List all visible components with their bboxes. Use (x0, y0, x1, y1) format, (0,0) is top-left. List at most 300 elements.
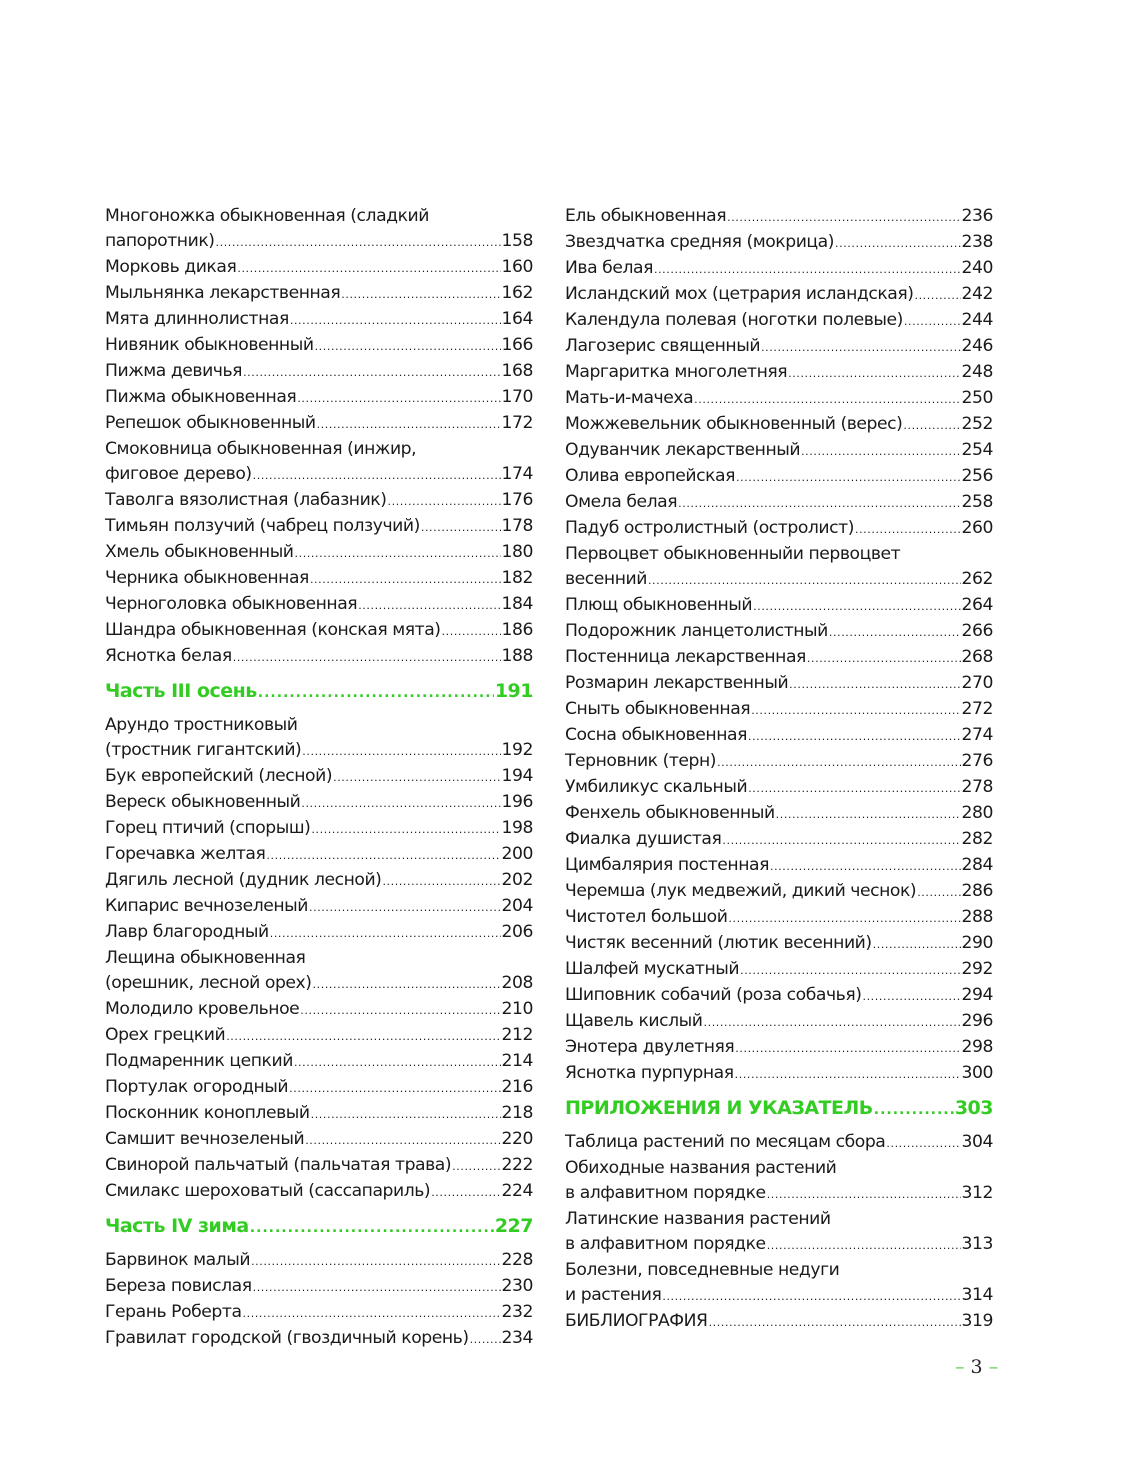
toc-entry-title: Маргаритка многолетняя (565, 362, 788, 382)
toc-entry (105, 592, 533, 618)
toc-entry-title: Гравилат городской (гвоздичный корень) (105, 1328, 469, 1348)
toc-entry (565, 1207, 993, 1258)
dot-leader (297, 386, 500, 411)
toc-page-number: 282 (961, 829, 993, 849)
dot-leader (251, 1249, 500, 1274)
toc-entry (105, 868, 533, 894)
toc-entry (565, 671, 993, 697)
toc-page-number: 264 (961, 595, 993, 615)
toc-entry-title: Хмель обыкновенный (105, 542, 294, 562)
dot-leader (740, 958, 960, 983)
toc-entry-title: Лавр благородный (105, 922, 269, 942)
dot-leader (300, 998, 500, 1023)
toc-page-number: 210 (501, 999, 533, 1019)
dot-leader (294, 1050, 501, 1075)
dot-leader (735, 1062, 961, 1087)
dot-leader (748, 724, 961, 749)
dot-leader (862, 984, 960, 1009)
toc-page-number: 222 (501, 1155, 533, 1175)
toc-page-number: 200 (501, 844, 533, 864)
toc-entry-line (565, 256, 993, 282)
toc-entry-line (105, 229, 533, 255)
toc-entry (565, 1130, 993, 1156)
toc-entry (565, 593, 993, 619)
toc-page-number: 176 (501, 490, 533, 510)
dot-leader (717, 750, 960, 775)
toc-entry-line (105, 1075, 533, 1101)
toc-page-number: 256 (961, 466, 993, 486)
toc-page-number: 234 (501, 1328, 533, 1348)
dot-leader (748, 776, 960, 801)
toc-entry (565, 1061, 993, 1087)
toc-entry-line (565, 567, 993, 593)
toc-entry-title: Таволга вязолистная (лабазник) (105, 490, 387, 510)
dot-leader (333, 765, 500, 790)
dot-leader (301, 791, 500, 816)
toc-entry (105, 307, 533, 333)
dot-leader (341, 282, 500, 307)
toc-entry (105, 790, 533, 816)
toc-entry-title: папоротник) (105, 231, 215, 251)
toc-entry (565, 516, 993, 542)
toc-entry-line (565, 1130, 993, 1156)
dot-leader (722, 828, 960, 853)
toc-entry-title: (тростник гигантский) (105, 740, 302, 760)
toc-entry (105, 1023, 533, 1049)
dot-leader (250, 1215, 494, 1241)
toc-entry-title: Молодило кровельное (105, 999, 300, 1019)
toc-entry-title: Морковь дикая (105, 257, 237, 277)
toc-entry-line (565, 619, 993, 645)
toc-entry-title: Дягиль лесной (дудник лесной) (105, 870, 382, 890)
toc-page-number: 314 (961, 1285, 993, 1305)
dot-leader (421, 515, 501, 540)
toc-entry-title: Ива белая (565, 258, 653, 278)
toc-entry (105, 359, 533, 385)
toc-entry (105, 1326, 533, 1352)
dot-leader (311, 1102, 501, 1127)
toc-entry (565, 983, 993, 1009)
dot-leader (216, 230, 501, 255)
toc-page-number: 236 (961, 206, 993, 226)
toc-entry-title: БИБЛИОГРАФИЯ (565, 1311, 708, 1331)
toc-entry-title: Мыльнянка лекарственная (105, 283, 341, 303)
toc-page-number: 232 (501, 1302, 533, 1322)
toc-entry-line (105, 385, 533, 411)
dot-leader (233, 645, 501, 670)
toc-entry-title: Чистяк весенний (лютик весенний) (565, 933, 872, 953)
toc-entry-title: Календула полевая (ноготки полевые) (565, 310, 903, 330)
toc-page-number: 224 (501, 1181, 533, 1201)
toc-entry-line (105, 1179, 533, 1205)
dot-leader (442, 619, 501, 644)
toc-entry-title: Цимбалярия постенная (565, 855, 769, 875)
toc-entry (565, 645, 993, 671)
toc-entry (105, 1049, 533, 1075)
toc-entry-title-line: Первоцвет обыкновенныйи первоцвет (565, 544, 901, 564)
toc-entry-title: Терновник (терн) (565, 751, 717, 771)
dot-leader (388, 489, 501, 514)
toc-entry (565, 879, 993, 905)
toc-entry (105, 333, 533, 359)
toc-entry (565, 282, 993, 308)
toc-entry-line (105, 816, 533, 842)
toc-entry (565, 1009, 993, 1035)
toc-entry-title: Посконник коноплевый (105, 1103, 310, 1123)
toc-page-number: 313 (961, 1234, 993, 1254)
toc-entry-line (105, 488, 533, 514)
dot-leader (243, 1301, 501, 1326)
toc-entry (565, 438, 993, 464)
toc-entry-line (565, 671, 993, 697)
dot-leader (253, 1275, 501, 1300)
toc-section-heading (105, 678, 533, 706)
toc-entry-title: ПРИЛОЖЕНИЯ И УКАЗАТЕЛЬ (565, 1097, 873, 1119)
toc-entry-title: Портулак огородный (105, 1077, 289, 1097)
toc-page-number: 288 (961, 907, 993, 927)
toc-entry-line (105, 868, 533, 894)
toc-entry (105, 816, 533, 842)
toc-entry-line (105, 255, 533, 281)
toc-entry-title-line: Обиходные названия растений (565, 1158, 837, 1178)
toc-entry-title: Горечавка желтая (105, 844, 266, 864)
toc-entry (105, 644, 533, 670)
toc-page-number: 218 (501, 1103, 533, 1123)
toc-entry-line (105, 1023, 533, 1049)
toc-entry-title: Нивяник обыкновенный (105, 335, 314, 355)
toc-page-number: 258 (961, 492, 993, 512)
toc-entry-title: Герань Роберта (105, 1302, 242, 1322)
toc-page-number: 172 (501, 413, 533, 433)
toc-entry-line (105, 1049, 533, 1075)
toc-entry-title: Смилакс шероховатый (сассапариль) (105, 1181, 431, 1201)
dot-leader (452, 1154, 500, 1179)
toc-entry-title: Репешок обыкновенный (105, 413, 316, 433)
toc-entry-line (565, 749, 993, 775)
toc-entry (565, 204, 993, 230)
toc-entry-title: Энотера двулетняя (565, 1037, 735, 1057)
dot-leader (270, 921, 501, 946)
toc-page-number: 284 (961, 855, 993, 875)
toc-entry-title: Барвинок малый (105, 1250, 251, 1270)
toc-page-number: 186 (501, 620, 533, 640)
toc-entry-title: Лагозерис священный (565, 336, 761, 356)
toc-entry-line (105, 359, 533, 385)
toc-entry-line (105, 971, 533, 997)
toc-entry-title-line: Болезни, повседневные недуги (565, 1260, 840, 1280)
toc-entry-line (565, 645, 993, 671)
toc-entry-title: (орешник, лесной орех) (105, 973, 312, 993)
dot-leader (302, 739, 500, 764)
toc-entry-title: весенний (565, 569, 647, 589)
toc-entry-title: Исландский мох (цетрария исландская) (565, 284, 914, 304)
dot-leader (662, 1284, 960, 1309)
dot-leader (914, 283, 960, 308)
toc-page-number: 248 (961, 362, 993, 382)
toc-entry-line (105, 1274, 533, 1300)
toc-entry-title: Тимьян ползучий (чабрец ползучий) (105, 516, 420, 536)
dot-leader (886, 1131, 960, 1156)
toc-page-number: 198 (501, 818, 533, 838)
toc-entry-title: Шалфей мускатный (565, 959, 740, 979)
toc-entry-title-line: Арундо тростниковый (105, 715, 298, 735)
toc-section-heading (565, 1095, 993, 1123)
toc-page-number: 230 (501, 1276, 533, 1296)
toc-entry-title: Орех грецкий (105, 1025, 226, 1045)
toc-entry-title: Бук европейский (лесной) (105, 766, 333, 786)
dot-leader (289, 1076, 500, 1101)
toc-page-number: 280 (961, 803, 993, 823)
toc-entry-title: Постенница лекарственная (565, 647, 806, 667)
toc-entry-line (565, 282, 993, 308)
toc-entry-line (565, 827, 993, 853)
toc-page-number: 188 (501, 646, 533, 666)
toc-entry-title: Таблица растений по месяцам сбора (565, 1132, 886, 1152)
toc-entry-line (105, 920, 533, 946)
toc-entry (105, 713, 533, 764)
dot-leader (317, 412, 501, 437)
toc-page-number: 312 (961, 1183, 993, 1203)
toc-right-column (565, 204, 993, 1335)
page-number-dash-left: – (955, 1356, 965, 1378)
dot-leader (358, 593, 500, 618)
toc-entry-title: Подорожник ланцетолистный (565, 621, 828, 641)
toc-entry-title: Вереск обыкновенный (105, 792, 301, 812)
toc-entry-title: Омела белая (565, 492, 678, 512)
toc-entry-line (105, 997, 533, 1023)
toc-entry-title: Пижма обыкновенная (105, 387, 297, 407)
toc-page-number: 272 (961, 699, 993, 719)
toc-entry-title: Свинорой пальчатый (пальчатая трава) (105, 1155, 452, 1175)
dot-leader (313, 972, 501, 997)
toc-entry-line (105, 566, 533, 592)
toc-page-number: 196 (501, 792, 533, 812)
toc-entry-line (105, 738, 533, 764)
toc-entry-line (105, 1127, 533, 1153)
toc-entry-line (565, 386, 993, 412)
toc-entry-line (565, 308, 993, 334)
toc-entry-title-line: Смоковница обыкновенная (инжир, (105, 439, 417, 459)
dot-leader (295, 541, 501, 566)
toc-entry (105, 1300, 533, 1326)
toc-page-number: 294 (961, 985, 993, 1005)
toc-entry (105, 842, 533, 868)
dot-leader (694, 387, 960, 412)
toc-entry-line (565, 723, 993, 749)
dot-leader (237, 256, 500, 281)
toc-page-number: 276 (961, 751, 993, 771)
toc-entry-title: Часть IV зима (105, 1215, 249, 1237)
toc-entry-title: Ель обыкновенная (565, 206, 727, 226)
toc-page-number: 162 (501, 283, 533, 303)
toc-entry (565, 723, 993, 749)
dot-leader (709, 1310, 961, 1335)
toc-entry-title: Розмарин лекарственный (565, 673, 789, 693)
toc-entry-title: Звездчатка средняя (мокрица) (565, 232, 835, 252)
toc-entry (105, 540, 533, 566)
toc-entry (565, 360, 993, 386)
toc-page-number: 242 (961, 284, 993, 304)
toc-page-number: 178 (501, 516, 533, 536)
toc-page-number: 191 (494, 680, 533, 702)
toc-page-number: 214 (501, 1051, 533, 1071)
dot-leader (753, 594, 960, 619)
toc-entry (565, 230, 993, 256)
toc-entry (565, 957, 993, 983)
page-number-dash-right: – (988, 1356, 999, 1378)
toc-page-number: 208 (501, 973, 533, 993)
toc-entry-title: Шиповник собачий (роза собачья) (565, 985, 862, 1005)
dot-leader (789, 672, 960, 697)
toc-entry-title: Часть III осень (105, 680, 257, 702)
toc-entry-line (565, 1009, 993, 1035)
toc-page-number: 303 (954, 1097, 993, 1119)
toc-entry-line (105, 333, 533, 359)
toc-entry-line (565, 1061, 993, 1087)
dot-leader (470, 1327, 501, 1352)
dot-leader (736, 465, 961, 490)
toc-entry-line (105, 618, 533, 644)
toc-page-number: 238 (961, 232, 993, 252)
toc-entry-line (105, 1153, 533, 1179)
toc-entry-line (565, 905, 993, 931)
toc-entry-line (105, 644, 533, 670)
toc-entry-line (105, 514, 533, 540)
toc-page-number: 192 (501, 740, 533, 760)
toc-page-number: 202 (501, 870, 533, 890)
dot-leader (309, 895, 501, 920)
dot-leader (226, 1024, 500, 1049)
toc-entry (105, 255, 533, 281)
toc-page-number: 262 (961, 569, 993, 589)
dot-leader (305, 1128, 500, 1153)
toc-entry (105, 566, 533, 592)
toc-entry-line (105, 678, 533, 706)
toc-entry (105, 385, 533, 411)
toc-entry-title: Черника обыкновенная (105, 568, 309, 588)
toc-page-number: 240 (961, 258, 993, 278)
toc-entry (565, 490, 993, 516)
dot-leader (266, 843, 500, 868)
toc-entry (565, 905, 993, 931)
dot-leader (728, 906, 960, 931)
toc-entry-line (565, 1309, 993, 1335)
toc-section-heading (105, 1213, 533, 1241)
toc-entry-line (565, 334, 993, 360)
toc-entry-title: Черемша (лук медвежий, дикий чеснок) (565, 881, 917, 901)
toc-entry-title: фиговое дерево) (105, 464, 252, 484)
toc-entry-line (565, 204, 993, 230)
dot-leader (678, 491, 960, 516)
toc-page-number: 260 (961, 518, 993, 538)
dot-leader (873, 932, 961, 957)
toc-entry (105, 1075, 533, 1101)
dot-leader (917, 880, 960, 905)
toc-page-number: 290 (961, 933, 993, 953)
toc-page-number: 216 (501, 1077, 533, 1097)
toc-page-number: 194 (501, 766, 533, 786)
toc-page-number: 206 (501, 922, 533, 942)
toc-entry-line (105, 411, 533, 437)
dot-leader (310, 567, 501, 592)
toc-page-number: 296 (961, 1011, 993, 1031)
toc-entry (565, 412, 993, 438)
dot-leader (243, 360, 500, 385)
toc-entry (565, 749, 993, 775)
toc-entry-title: Яснотка белая (105, 646, 232, 666)
toc-entry (565, 256, 993, 282)
toc-entry (565, 853, 993, 879)
toc-entry (565, 386, 993, 412)
toc-entry-line (565, 593, 993, 619)
toc-entry (105, 997, 533, 1023)
toc-entry (105, 514, 533, 540)
toc-entry-title-line: Лещина обыкновенная (105, 948, 306, 968)
toc-entry-title: Самшит вечнозеленый (105, 1129, 305, 1149)
toc-page-number: 160 (501, 257, 533, 277)
toc-entry-title: Сосна обыкновенная (565, 725, 747, 745)
toc-entry (105, 894, 533, 920)
toc-page-number: 270 (961, 673, 993, 693)
toc-entry-line (105, 1248, 533, 1274)
toc-entry-line (565, 230, 993, 256)
toc-entry-line (565, 1232, 993, 1258)
toc-entry (565, 1035, 993, 1061)
toc-page-number: 204 (501, 896, 533, 916)
toc-entry (105, 1153, 533, 1179)
dot-leader (855, 517, 961, 542)
toc-entry-line (565, 464, 993, 490)
toc-page-number: 300 (961, 1063, 993, 1083)
toc-entry-title: Сныть обыкновенная (565, 699, 751, 719)
toc-entry-line (565, 490, 993, 516)
toc-entry-title: Одуванчик лекарственный (565, 440, 801, 460)
dot-leader (751, 698, 960, 723)
toc-entry (565, 308, 993, 334)
toc-entry-title: Шандра обыкновенная (конская мята) (105, 620, 441, 640)
dot-leader (835, 231, 961, 256)
dot-leader (788, 361, 960, 386)
toc-entry-line (565, 801, 993, 827)
toc-entry-line (105, 894, 533, 920)
toc-entry-title: Умбиликус скальный (565, 777, 748, 797)
toc-entry-title: Береза повислая (105, 1276, 252, 1296)
toc-entry-title: в алфавитном порядке (565, 1234, 766, 1254)
toc-entry-title: Падуб остролистный (остролист) (565, 518, 854, 538)
dot-leader (903, 413, 960, 438)
toc-entry-line (105, 1326, 533, 1352)
dot-leader (801, 439, 960, 464)
toc-page-number: 158 (501, 231, 533, 251)
toc-entry-title: Мята длиннолистная (105, 309, 289, 329)
dot-leader (767, 1182, 961, 1207)
toc-entry-line (565, 516, 993, 542)
dot-leader (776, 802, 961, 827)
toc-page-number: 220 (501, 1129, 533, 1149)
toc-entry (105, 946, 533, 997)
toc-entry-line (105, 790, 533, 816)
toc-entry (105, 618, 533, 644)
toc-entry (105, 204, 533, 255)
toc-entry-line (565, 1181, 993, 1207)
toc-entry-line (105, 592, 533, 618)
dot-leader (770, 854, 961, 879)
toc-entry-title: Кипарис вечнозеленый (105, 896, 308, 916)
toc-entry (565, 1156, 993, 1207)
toc-page-number: 164 (501, 309, 533, 329)
toc-entry-line (565, 1095, 993, 1123)
toc-entry (565, 464, 993, 490)
